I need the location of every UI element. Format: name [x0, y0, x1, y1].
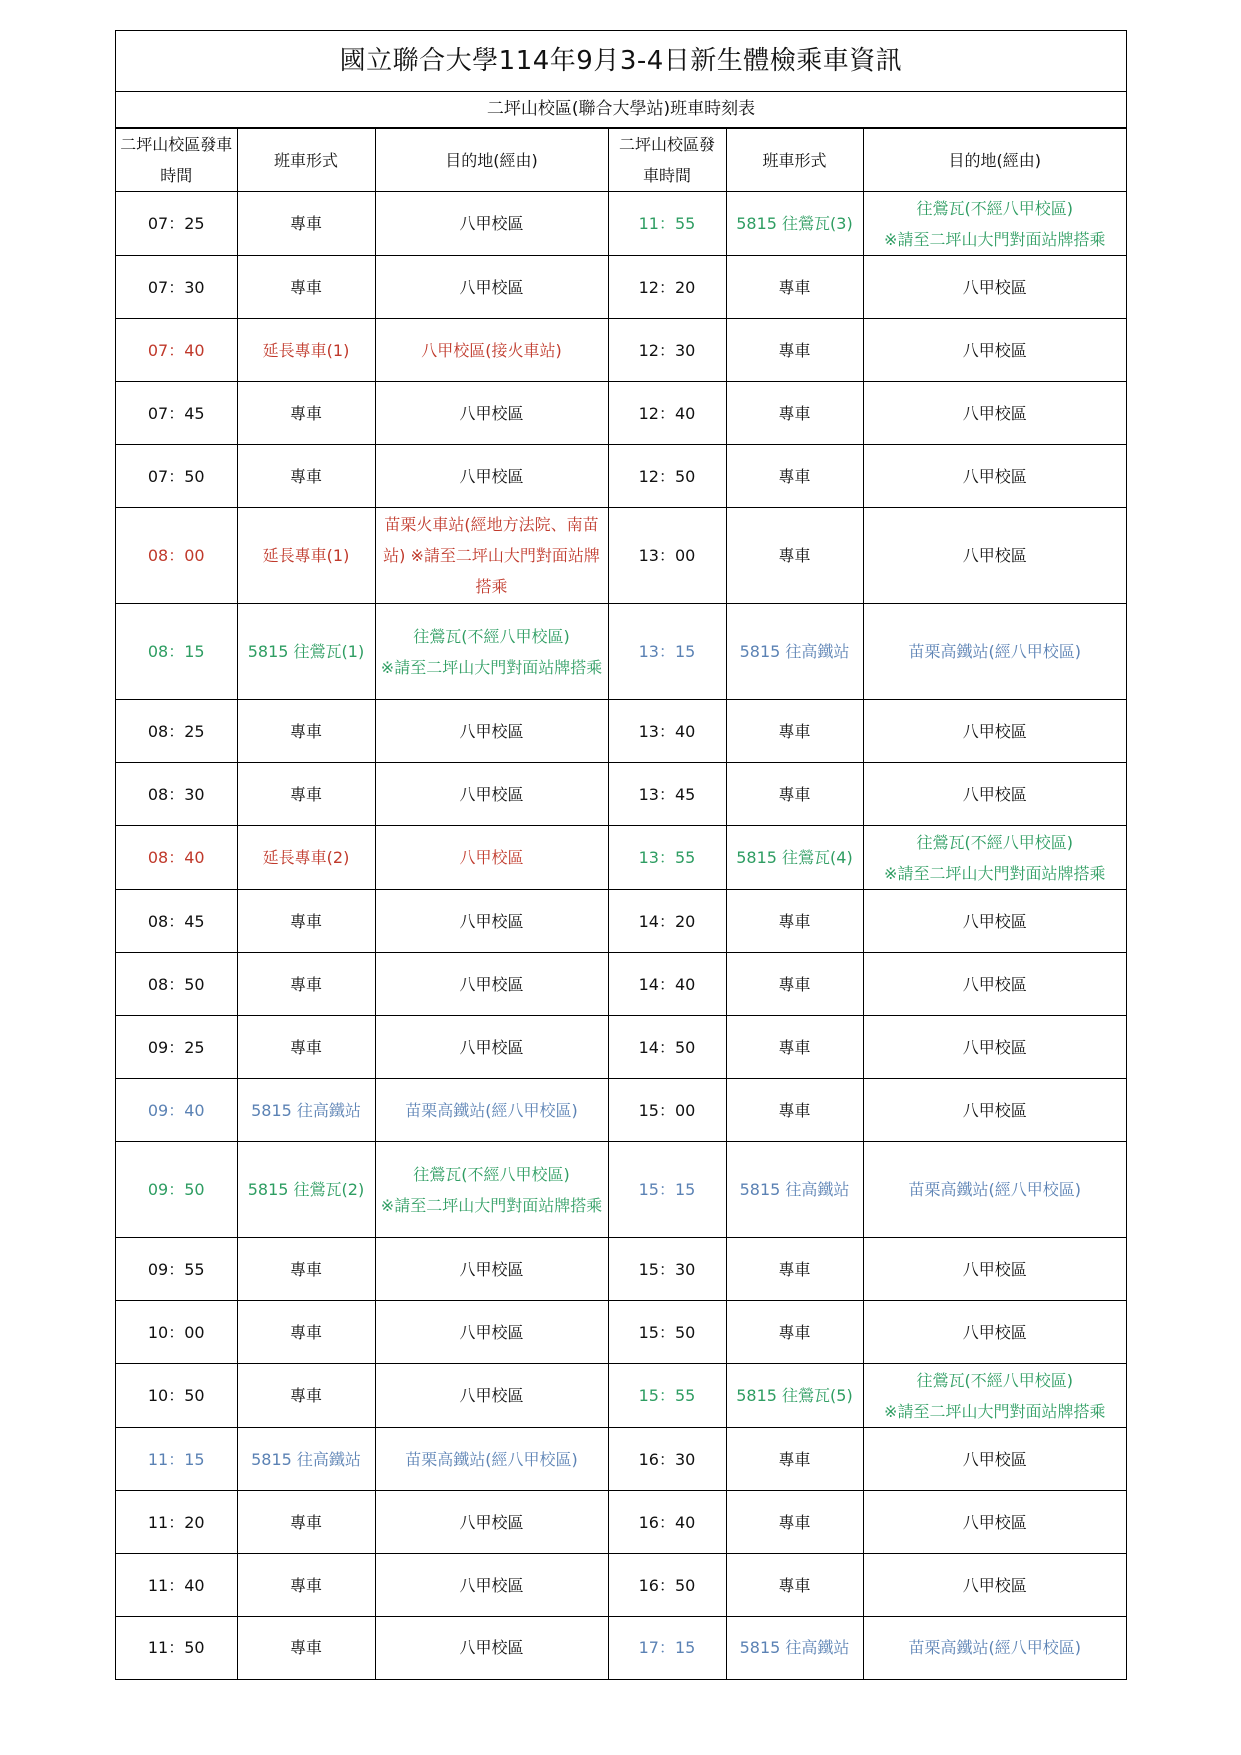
destination-right: 苗栗高鐵站(經八甲校區)	[863, 1617, 1126, 1679]
destination-left: 八甲校區	[375, 953, 608, 1016]
departure-time-right: 13：15	[608, 604, 726, 700]
bus-type-right: 專車	[726, 256, 863, 319]
departure-time-left: 08：25	[116, 700, 237, 763]
departure-time-left: 11：40	[116, 1554, 237, 1617]
bus-type-left: 延長專車(1)	[237, 508, 375, 604]
destination-right: 苗栗高鐵站(經八甲校區)	[863, 604, 1126, 700]
destination-left: 八甲校區	[375, 826, 608, 890]
bus-type-right: 專車	[726, 953, 863, 1016]
table-row	[116, 1301, 1126, 1364]
table-row	[116, 192, 1126, 256]
destination-right: 八甲校區	[863, 445, 1126, 508]
header-time-right: 二坪山校區發車時間	[608, 129, 726, 192]
header-type-left: 班車形式	[237, 129, 375, 192]
departure-time-right: 13：45	[608, 763, 726, 826]
departure-time-left: 07：25	[116, 192, 237, 256]
departure-time-left: 09：50	[116, 1142, 237, 1238]
header-dest-right: 目的地(經由)	[863, 129, 1126, 192]
schedule-sheet	[115, 30, 1127, 1680]
bus-type-right: 5815 往鶯瓦(3)	[726, 192, 863, 256]
bus-type-right: 專車	[726, 382, 863, 445]
destination-left: 八甲校區	[375, 445, 608, 508]
bus-type-left: 專車	[237, 1301, 375, 1364]
bus-type-left: 5815 往鶯瓦(2)	[237, 1142, 375, 1238]
departure-time-right: 16：40	[608, 1491, 726, 1554]
departure-time-left: 08：15	[116, 604, 237, 700]
departure-time-left: 09：55	[116, 1238, 237, 1301]
table-row	[116, 1364, 1126, 1428]
destination-right: 八甲校區	[863, 382, 1126, 445]
table-row	[116, 890, 1126, 953]
destination-right: 八甲校區	[863, 1238, 1126, 1301]
destination-right: 八甲校區	[863, 1491, 1126, 1554]
departure-time-right: 12：50	[608, 445, 726, 508]
destination-left: 八甲校區	[375, 1364, 608, 1428]
bus-type-left: 專車	[237, 953, 375, 1016]
page-subtitle: 二坪山校區(聯合大學站)班車時刻表	[116, 92, 1126, 128]
departure-time-left: 07：45	[116, 382, 237, 445]
departure-time-right: 13：55	[608, 826, 726, 890]
table-row	[116, 1428, 1126, 1491]
bus-type-left: 專車	[237, 700, 375, 763]
bus-type-right: 專車	[726, 319, 863, 382]
destination-left: 苗栗高鐵站(經八甲校區)	[375, 1079, 608, 1142]
bus-type-right: 5815 往高鐵站	[726, 604, 863, 700]
table-row	[116, 256, 1126, 319]
departure-time-right: 14：50	[608, 1016, 726, 1079]
bus-type-right: 專車	[726, 1301, 863, 1364]
departure-time-left: 11：50	[116, 1617, 237, 1679]
destination-right: 往鶯瓦(不經八甲校區) ※請至二坪山大門對面站牌搭乘	[863, 826, 1126, 890]
table-row	[116, 953, 1126, 1016]
bus-type-right: 專車	[726, 763, 863, 826]
departure-time-right: 17：15	[608, 1617, 726, 1679]
departure-time-right: 12：30	[608, 319, 726, 382]
bus-type-left: 5815 往高鐵站	[237, 1428, 375, 1491]
header-time-left: 二坪山校區發車時間	[116, 129, 237, 192]
bus-type-left: 專車	[237, 1238, 375, 1301]
destination-right: 往鶯瓦(不經八甲校區) ※請至二坪山大門對面站牌搭乘	[863, 1364, 1126, 1428]
bus-type-right: 專車	[726, 890, 863, 953]
destination-left: 八甲校區	[375, 1301, 608, 1364]
destination-right: 八甲校區	[863, 1428, 1126, 1491]
schedule-body	[116, 192, 1126, 1679]
departure-time-left: 08：50	[116, 953, 237, 1016]
departure-time-right: 15：55	[608, 1364, 726, 1428]
table-row	[116, 1491, 1126, 1554]
destination-right: 往鶯瓦(不經八甲校區) ※請至二坪山大門對面站牌搭乘	[863, 192, 1126, 256]
destination-left: 八甲校區(接火車站)	[375, 319, 608, 382]
table-row	[116, 382, 1126, 445]
departure-time-right: 12：20	[608, 256, 726, 319]
destination-left: 八甲校區	[375, 890, 608, 953]
destination-left: 八甲校區	[375, 1238, 608, 1301]
bus-type-left: 專車	[237, 382, 375, 445]
destination-right: 八甲校區	[863, 256, 1126, 319]
bus-type-left: 延長專車(2)	[237, 826, 375, 890]
departure-time-left: 08：30	[116, 763, 237, 826]
bus-type-right: 專車	[726, 445, 863, 508]
header-type-right: 班車形式	[726, 129, 863, 192]
destination-left: 苗栗火車站(經地方法院、南苗站) ※請至二坪山大門對面站牌搭乘	[375, 508, 608, 604]
bus-type-left: 專車	[237, 890, 375, 953]
departure-time-right: 16：30	[608, 1428, 726, 1491]
departure-time-left: 07：50	[116, 445, 237, 508]
bus-type-right: 5815 往高鐵站	[726, 1617, 863, 1679]
destination-right: 八甲校區	[863, 1079, 1126, 1142]
destination-left: 八甲校區	[375, 382, 608, 445]
destination-left: 八甲校區	[375, 192, 608, 256]
destination-left: 八甲校區	[375, 1016, 608, 1079]
destination-left: 八甲校區	[375, 700, 608, 763]
departure-time-right: 15：30	[608, 1238, 726, 1301]
bus-type-right: 專車	[726, 1016, 863, 1079]
table-row	[116, 604, 1126, 700]
destination-right: 八甲校區	[863, 508, 1126, 604]
bus-type-left: 專車	[237, 1364, 375, 1428]
destination-left: 往鶯瓦(不經八甲校區) ※請至二坪山大門對面站牌搭乘	[375, 604, 608, 700]
bus-type-right: 專車	[726, 1428, 863, 1491]
table-row	[116, 319, 1126, 382]
departure-time-left: 08：00	[116, 508, 237, 604]
departure-time-left: 11：15	[116, 1428, 237, 1491]
destination-right: 八甲校區	[863, 1554, 1126, 1617]
departure-time-left: 07：30	[116, 256, 237, 319]
table-row	[116, 826, 1126, 890]
departure-time-right: 13：00	[608, 508, 726, 604]
bus-type-left: 專車	[237, 763, 375, 826]
table-row	[116, 700, 1126, 763]
destination-right: 八甲校區	[863, 319, 1126, 382]
table-row	[116, 1016, 1126, 1079]
destination-right: 八甲校區	[863, 763, 1126, 826]
destination-left: 八甲校區	[375, 763, 608, 826]
departure-time-right: 14：20	[608, 890, 726, 953]
bus-type-left: 專車	[237, 445, 375, 508]
destination-right: 八甲校區	[863, 890, 1126, 953]
destination-left: 八甲校區	[375, 1554, 608, 1617]
table-row	[116, 1079, 1126, 1142]
destination-right: 八甲校區	[863, 700, 1126, 763]
departure-time-left: 10：50	[116, 1364, 237, 1428]
destination-left: 八甲校區	[375, 1617, 608, 1679]
bus-type-left: 專車	[237, 256, 375, 319]
bus-type-left: 延長專車(1)	[237, 319, 375, 382]
bus-type-right: 專車	[726, 1238, 863, 1301]
bus-type-right: 專車	[726, 1491, 863, 1554]
destination-right: 苗栗高鐵站(經八甲校區)	[863, 1142, 1126, 1238]
departure-time-left: 07：40	[116, 319, 237, 382]
departure-time-right: 15：00	[608, 1079, 726, 1142]
schedule-table	[116, 128, 1126, 1679]
table-row	[116, 1238, 1126, 1301]
departure-time-left: 08：45	[116, 890, 237, 953]
destination-right: 八甲校區	[863, 953, 1126, 1016]
destination-left: 八甲校區	[375, 256, 608, 319]
bus-type-left: 專車	[237, 1617, 375, 1679]
destination-left: 八甲校區	[375, 1491, 608, 1554]
bus-type-left: 專車	[237, 1491, 375, 1554]
bus-type-left: 5815 往高鐵站	[237, 1079, 375, 1142]
departure-time-right: 11：55	[608, 192, 726, 256]
departure-time-left: 11：20	[116, 1491, 237, 1554]
table-row	[116, 445, 1126, 508]
table-row	[116, 1617, 1126, 1679]
departure-time-left: 09：25	[116, 1016, 237, 1079]
departure-time-right: 15：15	[608, 1142, 726, 1238]
table-row	[116, 1142, 1126, 1238]
header-dest-left: 目的地(經由)	[375, 129, 608, 192]
page-title: 國立聯合大學114年9月3-4日新生體檢乘車資訊	[116, 31, 1126, 92]
departure-time-right: 14：40	[608, 953, 726, 1016]
departure-time-right: 15：50	[608, 1301, 726, 1364]
destination-left: 往鶯瓦(不經八甲校區) ※請至二坪山大門對面站牌搭乘	[375, 1142, 608, 1238]
bus-type-right: 專車	[726, 1079, 863, 1142]
bus-type-left: 專車	[237, 192, 375, 256]
departure-time-left: 09：40	[116, 1079, 237, 1142]
departure-time-left: 10：00	[116, 1301, 237, 1364]
table-row	[116, 508, 1126, 604]
bus-type-right: 專車	[726, 1554, 863, 1617]
destination-right: 八甲校區	[863, 1016, 1126, 1079]
bus-type-left: 專車	[237, 1016, 375, 1079]
departure-time-right: 16：50	[608, 1554, 726, 1617]
destination-left: 苗栗高鐵站(經八甲校區)	[375, 1428, 608, 1491]
header-row	[116, 129, 1126, 192]
bus-type-right: 5815 往高鐵站	[726, 1142, 863, 1238]
bus-type-right: 5815 往鶯瓦(5)	[726, 1364, 863, 1428]
departure-time-left: 08：40	[116, 826, 237, 890]
destination-right: 八甲校區	[863, 1301, 1126, 1364]
bus-type-left: 5815 往鶯瓦(1)	[237, 604, 375, 700]
bus-type-left: 專車	[237, 1554, 375, 1617]
table-row	[116, 763, 1126, 826]
bus-type-right: 專車	[726, 700, 863, 763]
departure-time-right: 12：40	[608, 382, 726, 445]
departure-time-right: 13：40	[608, 700, 726, 763]
bus-type-right: 5815 往鶯瓦(4)	[726, 826, 863, 890]
table-row	[116, 1554, 1126, 1617]
bus-type-right: 專車	[726, 508, 863, 604]
